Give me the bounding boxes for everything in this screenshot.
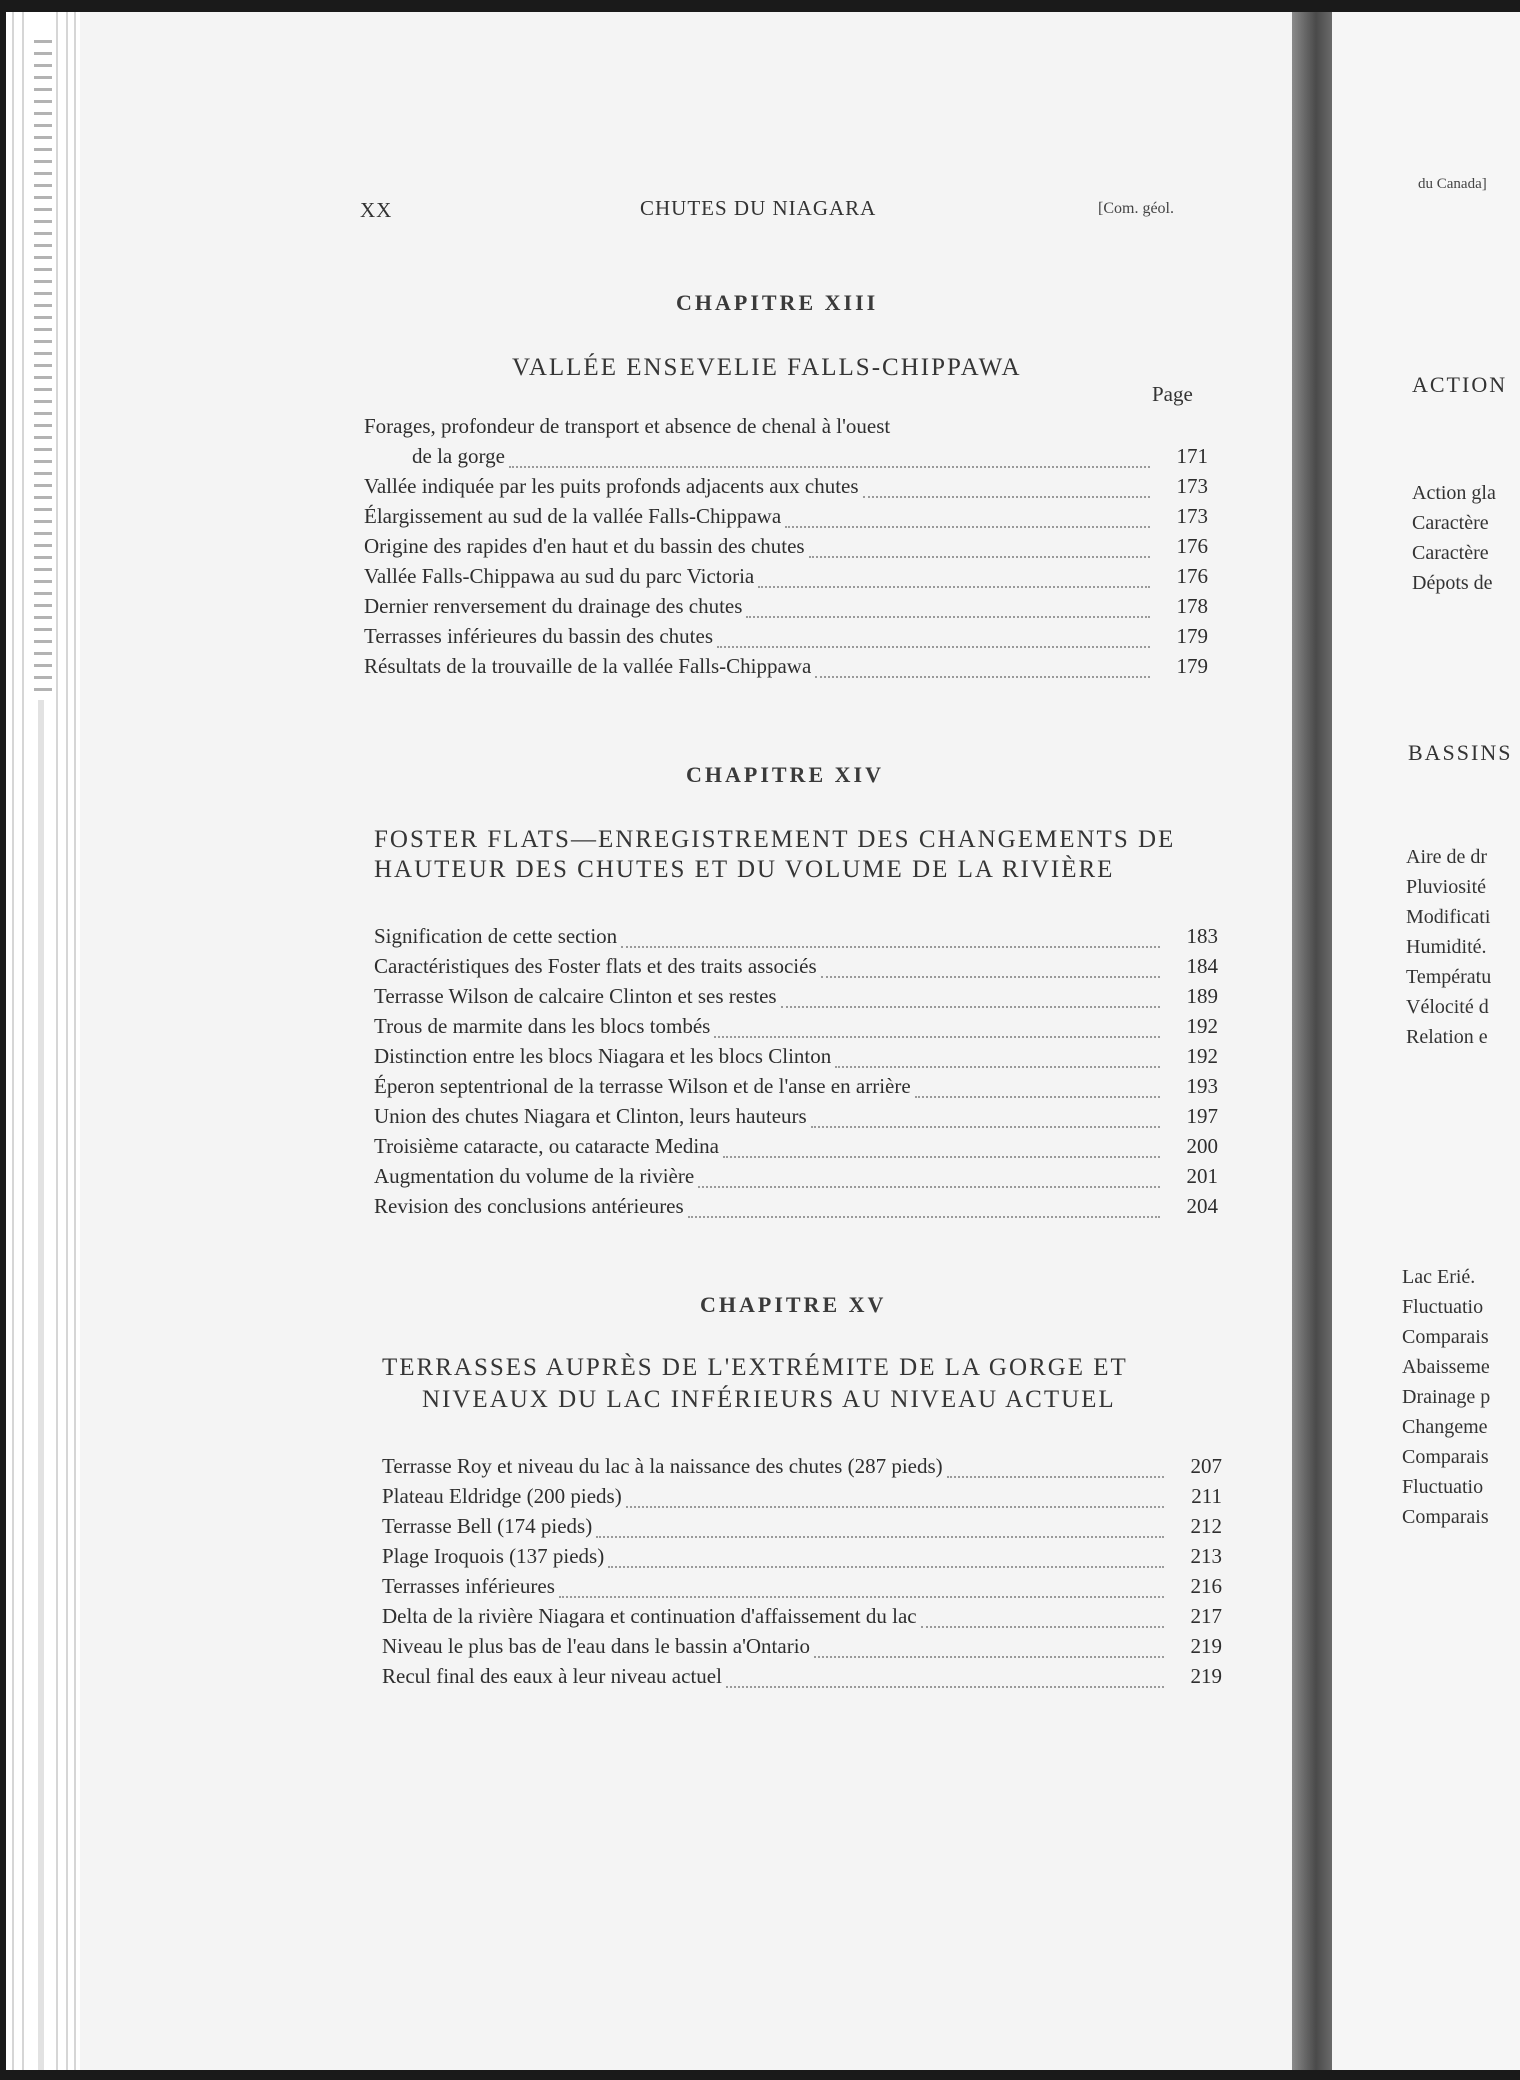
right-toc-entry: Températu	[1406, 966, 1492, 988]
toc-entry	[382, 1634, 1222, 1664]
chapter-heading: CHAPITRE XV	[700, 1292, 887, 1317]
toc-entry-title: Vallée indiquée par les puits profonds adjacents aux chutes	[364, 474, 859, 498]
chapter-heading: CHAPITRE XIV	[686, 762, 884, 787]
leader-dots	[863, 495, 1150, 498]
leader-dots	[947, 1475, 1164, 1478]
toc-entry	[374, 1104, 1218, 1134]
leader-dots	[811, 1125, 1160, 1128]
toc-entry	[364, 504, 1208, 534]
leader-dots	[821, 975, 1160, 978]
right-toc-entry: Caractère	[1412, 512, 1489, 534]
toc-entry	[382, 1514, 1222, 1544]
toc-page-number: 193	[1186, 1074, 1218, 1098]
toc-page-number: 192	[1186, 1014, 1218, 1038]
leader-dots	[758, 585, 1150, 588]
toc-page-number: 201	[1186, 1164, 1218, 1188]
toc-entry-title: Terrasses inférieures du bassin des chutes	[364, 624, 714, 648]
toc-entry-title: Plateau Eldridge (200 pieds)	[382, 1484, 622, 1508]
binding-edge	[38, 700, 44, 2070]
toc-page-number: 189	[1186, 984, 1218, 1008]
leader-dots	[626, 1505, 1164, 1508]
right-toc-entry: Relation e	[1406, 1026, 1488, 1048]
toc-entry	[382, 1454, 1222, 1484]
toc-entry	[382, 1484, 1222, 1514]
leader-dots	[835, 1065, 1160, 1068]
scan-border-bottom	[0, 2070, 1520, 2080]
toc-entry-title: Terrasse Roy et niveau du lac à la naissance des chutes (287 pieds)	[382, 1454, 943, 1478]
toc-page-number: 179	[1176, 624, 1208, 648]
toc-entry-title: Troisième cataracte, ou cataracte Medina	[374, 1134, 719, 1158]
toc-page-number: 179	[1176, 654, 1208, 678]
toc-page-number: 192	[1186, 1044, 1218, 1068]
toc-page-number: 173	[1176, 474, 1208, 498]
right-toc-group	[1406, 842, 1491, 1052]
toc-page-number: 216	[1190, 1574, 1222, 1598]
chapter-title: TERRASSES AUPRÈS DE L'EXTRÉMITE DE LA GORGE ET	[382, 1354, 1128, 1381]
toc-page-number: 204	[1186, 1194, 1218, 1218]
leader-dots	[746, 615, 1150, 618]
leader-dots	[781, 1005, 1160, 1008]
page-stack-edge	[22, 12, 24, 2070]
toc-page-number: 184	[1186, 954, 1218, 978]
toc-entry	[364, 414, 1208, 444]
toc-entry-title: Forages, profondeur de transport et absence de chenal à l'ouest	[364, 414, 891, 438]
toc-page-number: 173	[1176, 504, 1208, 528]
toc-entry-title: Origine des rapides d'en haut et du bassin des chutes	[364, 534, 805, 558]
right-toc-group	[1412, 478, 1496, 598]
toc-page-number: 178	[1176, 594, 1208, 618]
leader-dots	[621, 945, 1160, 948]
toc-page-number: 212	[1190, 1514, 1222, 1538]
toc-entry-title: Élargissement au sud de la vallée Falls-Chippawa	[364, 504, 782, 528]
leader-dots	[785, 525, 1150, 528]
leader-dots	[815, 675, 1150, 678]
toc-entry-title: Distinction entre les blocs Niagara et les blocs Clinton	[374, 1044, 832, 1068]
toc-entry-title: Signification de cette section	[374, 924, 618, 948]
right-toc-entry: Drainage p	[1402, 1386, 1491, 1408]
toc-page-number: 176	[1176, 564, 1208, 588]
right-toc-entry: Caractère	[1412, 542, 1489, 564]
leader-dots	[714, 1035, 1160, 1038]
toc-entry-title: Plage Iroquois (137 pieds)	[382, 1544, 605, 1568]
chapter-title: HAUTEUR DES CHUTES ET DU VOLUME DE LA RIVIÈRE	[374, 856, 1115, 883]
page-stack-edge	[74, 12, 76, 2070]
toc-entry	[364, 534, 1208, 564]
toc-page-number: 219	[1190, 1634, 1222, 1658]
right-toc-entry: Fluctuatio	[1402, 1476, 1484, 1498]
toc-entry-title: Trous de marmite dans les blocs tombés	[374, 1014, 711, 1038]
toc-entry	[382, 1574, 1222, 1604]
scan-border-top	[0, 0, 1520, 12]
toc-entry	[364, 474, 1208, 504]
toc-entry-title-continued: de la gorge	[412, 444, 505, 468]
right-toc-entry: Dépots de	[1412, 572, 1493, 594]
toc-entry	[382, 1604, 1222, 1634]
toc-page-number: 213	[1190, 1544, 1222, 1568]
leader-dots	[608, 1565, 1164, 1568]
running-title: CHUTES DU NIAGARA	[640, 196, 877, 220]
toc-entry	[374, 1194, 1218, 1224]
page-number-roman: XX	[360, 198, 393, 222]
toc-entry	[374, 924, 1218, 954]
toc-chapter-xiii	[364, 414, 1208, 684]
leader-dots	[717, 645, 1150, 648]
toc-entry	[364, 444, 1208, 474]
toc-entry-title: Augmentation du volume de la rivière	[374, 1164, 695, 1188]
toc-entry-title: Terrasse Bell (174 pieds)	[382, 1514, 593, 1538]
right-toc-entry: Abaisseme	[1402, 1356, 1490, 1378]
page-stack-edge	[12, 12, 14, 2070]
chapter-title: FOSTER FLATS—ENREGISTREMENT DES CHANGEMENTS DE	[374, 826, 1176, 853]
leader-dots	[809, 555, 1150, 558]
toc-page-number: 197	[1186, 1104, 1218, 1128]
toc-entry	[374, 1074, 1218, 1104]
chapter-title: VALLÉE ENSEVELIE FALLS-CHIPPAWA	[512, 354, 1022, 381]
toc-entry-title: Terrasse Wilson de calcaire Clinton et ses restes	[374, 984, 777, 1008]
running-head-right: [Com. géol.	[1098, 200, 1174, 217]
toc-entry-title: Delta de la rivière Niagara et continuation d'affaissement du lac	[382, 1604, 917, 1628]
right-toc-entry: Comparais	[1402, 1446, 1489, 1468]
scan-border-left	[0, 0, 6, 2080]
toc-page-number: 217	[1190, 1604, 1222, 1628]
book-gutter	[1292, 12, 1332, 2070]
toc-entry-title: Niveau le plus bas de l'eau dans le bassin a'Ontario	[382, 1634, 811, 1658]
right-toc-entry: Changeme	[1402, 1416, 1488, 1438]
right-toc-entry: Modificati	[1406, 906, 1491, 928]
right-toc-entry: Pluviosité	[1406, 876, 1487, 898]
toc-entry	[374, 1014, 1218, 1044]
toc-page-number: 200	[1186, 1134, 1218, 1158]
right-toc-entry: Lac Erié.	[1402, 1266, 1476, 1288]
toc-chapter-xv	[382, 1454, 1222, 1694]
right-section-heading: ACTION	[1412, 372, 1508, 397]
toc-entry-title: Terrasses inférieures	[382, 1574, 555, 1598]
leader-dots	[723, 1155, 1160, 1158]
leader-dots	[915, 1095, 1160, 1098]
toc-entry-title: Revision des conclusions antérieures	[374, 1194, 684, 1218]
toc-chapter-xiv	[374, 924, 1218, 1224]
toc-entry-title: Caractéristiques des Foster flats et des traits associés	[374, 954, 817, 978]
right-toc-entry: Fluctuatio	[1402, 1296, 1484, 1318]
right-section-heading: BASSINS	[1408, 740, 1513, 765]
toc-page-number: 176	[1176, 534, 1208, 558]
page-stack-edge	[56, 12, 58, 2070]
leader-dots	[726, 1685, 1164, 1688]
toc-entry	[364, 624, 1208, 654]
page-stack-edge	[66, 12, 68, 2070]
leader-dots	[559, 1595, 1164, 1598]
toc-entry	[382, 1544, 1222, 1574]
leader-dots	[596, 1535, 1164, 1538]
toc-entry-title: Vallée Falls-Chippawa au sud du parc Victoria	[364, 564, 755, 588]
toc-entry	[382, 1664, 1222, 1694]
chapter-title: NIVEAUX DU LAC INFÉRIEURS AU NIVEAU ACTUEL	[422, 1386, 1116, 1413]
toc-entry	[374, 1134, 1218, 1164]
page-column-label: Page	[1152, 382, 1193, 406]
toc-page-number: 171	[1176, 444, 1208, 468]
toc-entry-title: Dernier renversement du drainage des chutes	[364, 594, 743, 618]
right-toc-group	[1402, 1262, 1490, 1532]
leader-dots	[698, 1185, 1160, 1188]
toc-entry	[374, 954, 1218, 984]
toc-entry	[374, 984, 1218, 1014]
right-toc-entry: Comparais	[1402, 1506, 1489, 1528]
toc-entry-title: Recul final des eaux à leur niveau actuel	[382, 1664, 722, 1688]
toc-page-number: 219	[1190, 1664, 1222, 1688]
toc-page-number: 207	[1190, 1454, 1222, 1478]
right-toc-entry: Action gla	[1412, 482, 1496, 504]
binding-stitches	[34, 40, 52, 700]
toc-entry	[364, 564, 1208, 594]
right-toc-entry: Comparais	[1402, 1326, 1489, 1348]
leader-dots	[814, 1655, 1164, 1658]
toc-page-number: 211	[1191, 1484, 1222, 1508]
right-toc-entry: Humidité.	[1406, 936, 1487, 958]
right-toc-entry: Aire de dr	[1406, 846, 1488, 868]
toc-entry	[374, 1044, 1218, 1074]
toc-page-number: 183	[1186, 924, 1218, 948]
toc-entry-title: Résultats de la trouvaille de la vallée Falls-Chippawa	[364, 654, 812, 678]
toc-entry	[364, 594, 1208, 624]
toc-entry-title: Éperon septentrional de la terrasse Wilson et de l'anse en arrière	[374, 1074, 911, 1098]
toc-entry	[364, 654, 1208, 684]
leader-dots	[921, 1625, 1164, 1628]
chapter-heading: CHAPITRE XIII	[676, 290, 879, 315]
toc-entry	[374, 1164, 1218, 1194]
toc-entry-title: Union des chutes Niagara et Clinton, leurs hauteurs	[374, 1104, 807, 1128]
leader-dots	[509, 465, 1150, 468]
leader-dots	[688, 1215, 1160, 1218]
right-toc-entry: Vélocité d	[1406, 996, 1489, 1018]
right-running-head: du Canada]	[1418, 176, 1487, 192]
